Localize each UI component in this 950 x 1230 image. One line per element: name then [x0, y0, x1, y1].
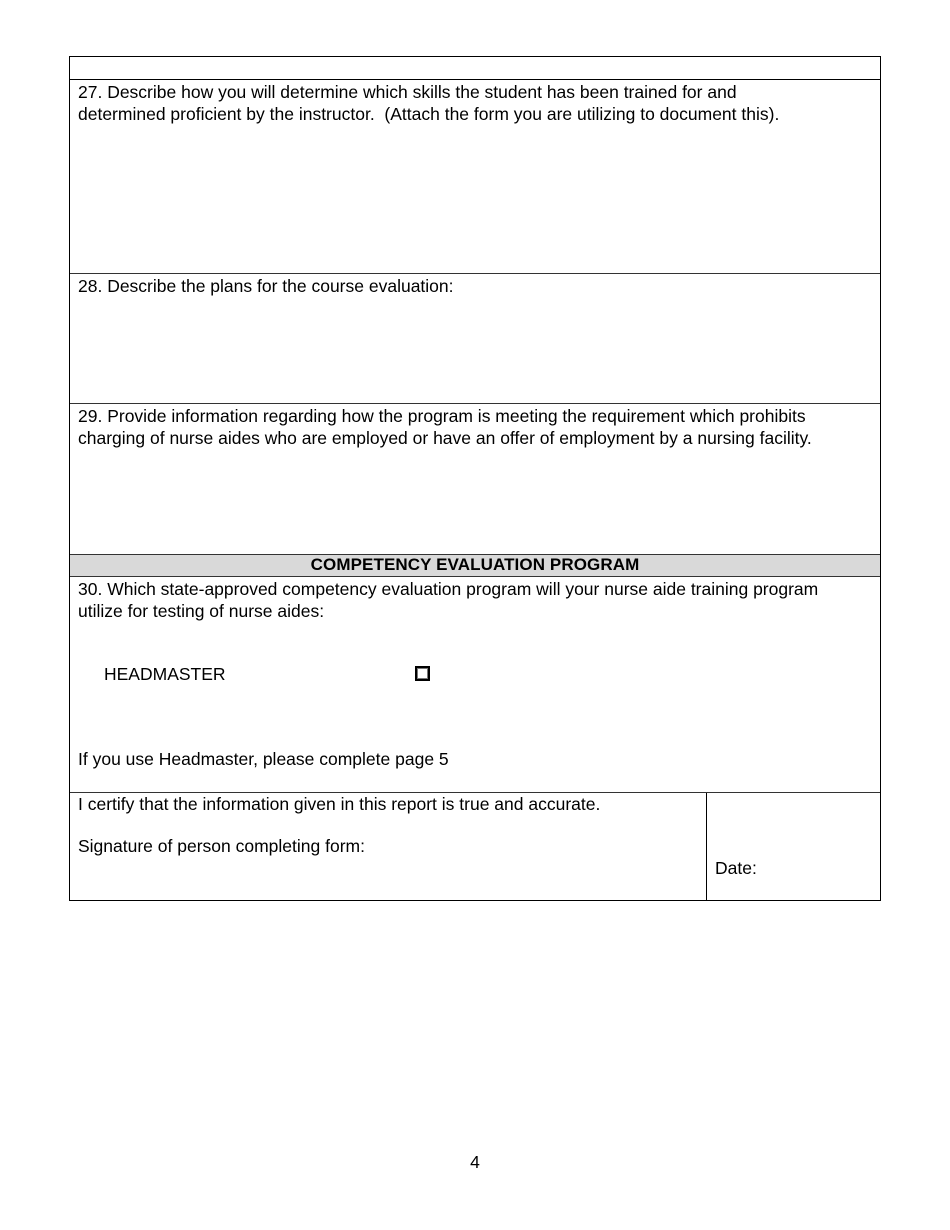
signature-field[interactable]: [70, 793, 707, 900]
question-29-field[interactable]: [70, 404, 880, 555]
question-27-text: 27. Describe how you will determine which skills the student has been trained for and determined proficient by the instructor. (Attach the form you are utilizing to document this).: [78, 82, 780, 124]
question-28-field[interactable]: [70, 274, 880, 404]
certification-statement: I certify that the information given in this report is true and accurate.: [78, 794, 601, 814]
page-number: 4: [470, 1152, 480, 1172]
headmaster-checkbox[interactable]: [415, 666, 430, 681]
section-header-competency-evaluation: COMPETENCY EVALUATION PROGRAM: [70, 555, 880, 577]
headmaster-note: If you use Headmaster, please complete page 5: [78, 749, 449, 769]
question-30-text: 30. Which state-approved competency evaluation program will your nurse aide training program utilize for testing of nurse aides:: [78, 579, 819, 621]
question-29-text: 29. Provide information regarding how the program is meeting the requirement which prohibits charging of nurse aides who are employed or have an offer of employment by a nursing facility.: [78, 406, 812, 448]
table-top-strip: [70, 57, 880, 80]
question-28-text: 28. Describe the plans for the course evaluation:: [78, 276, 454, 296]
signature-label: Signature of person completing form:: [78, 836, 365, 856]
certification-row: [70, 793, 880, 900]
headmaster-option-label: HEADMASTER: [104, 664, 226, 684]
date-label: Date:: [715, 858, 757, 878]
question-27-field[interactable]: [70, 80, 880, 274]
application-form-table: [69, 56, 881, 901]
question-30-field: [70, 577, 880, 793]
